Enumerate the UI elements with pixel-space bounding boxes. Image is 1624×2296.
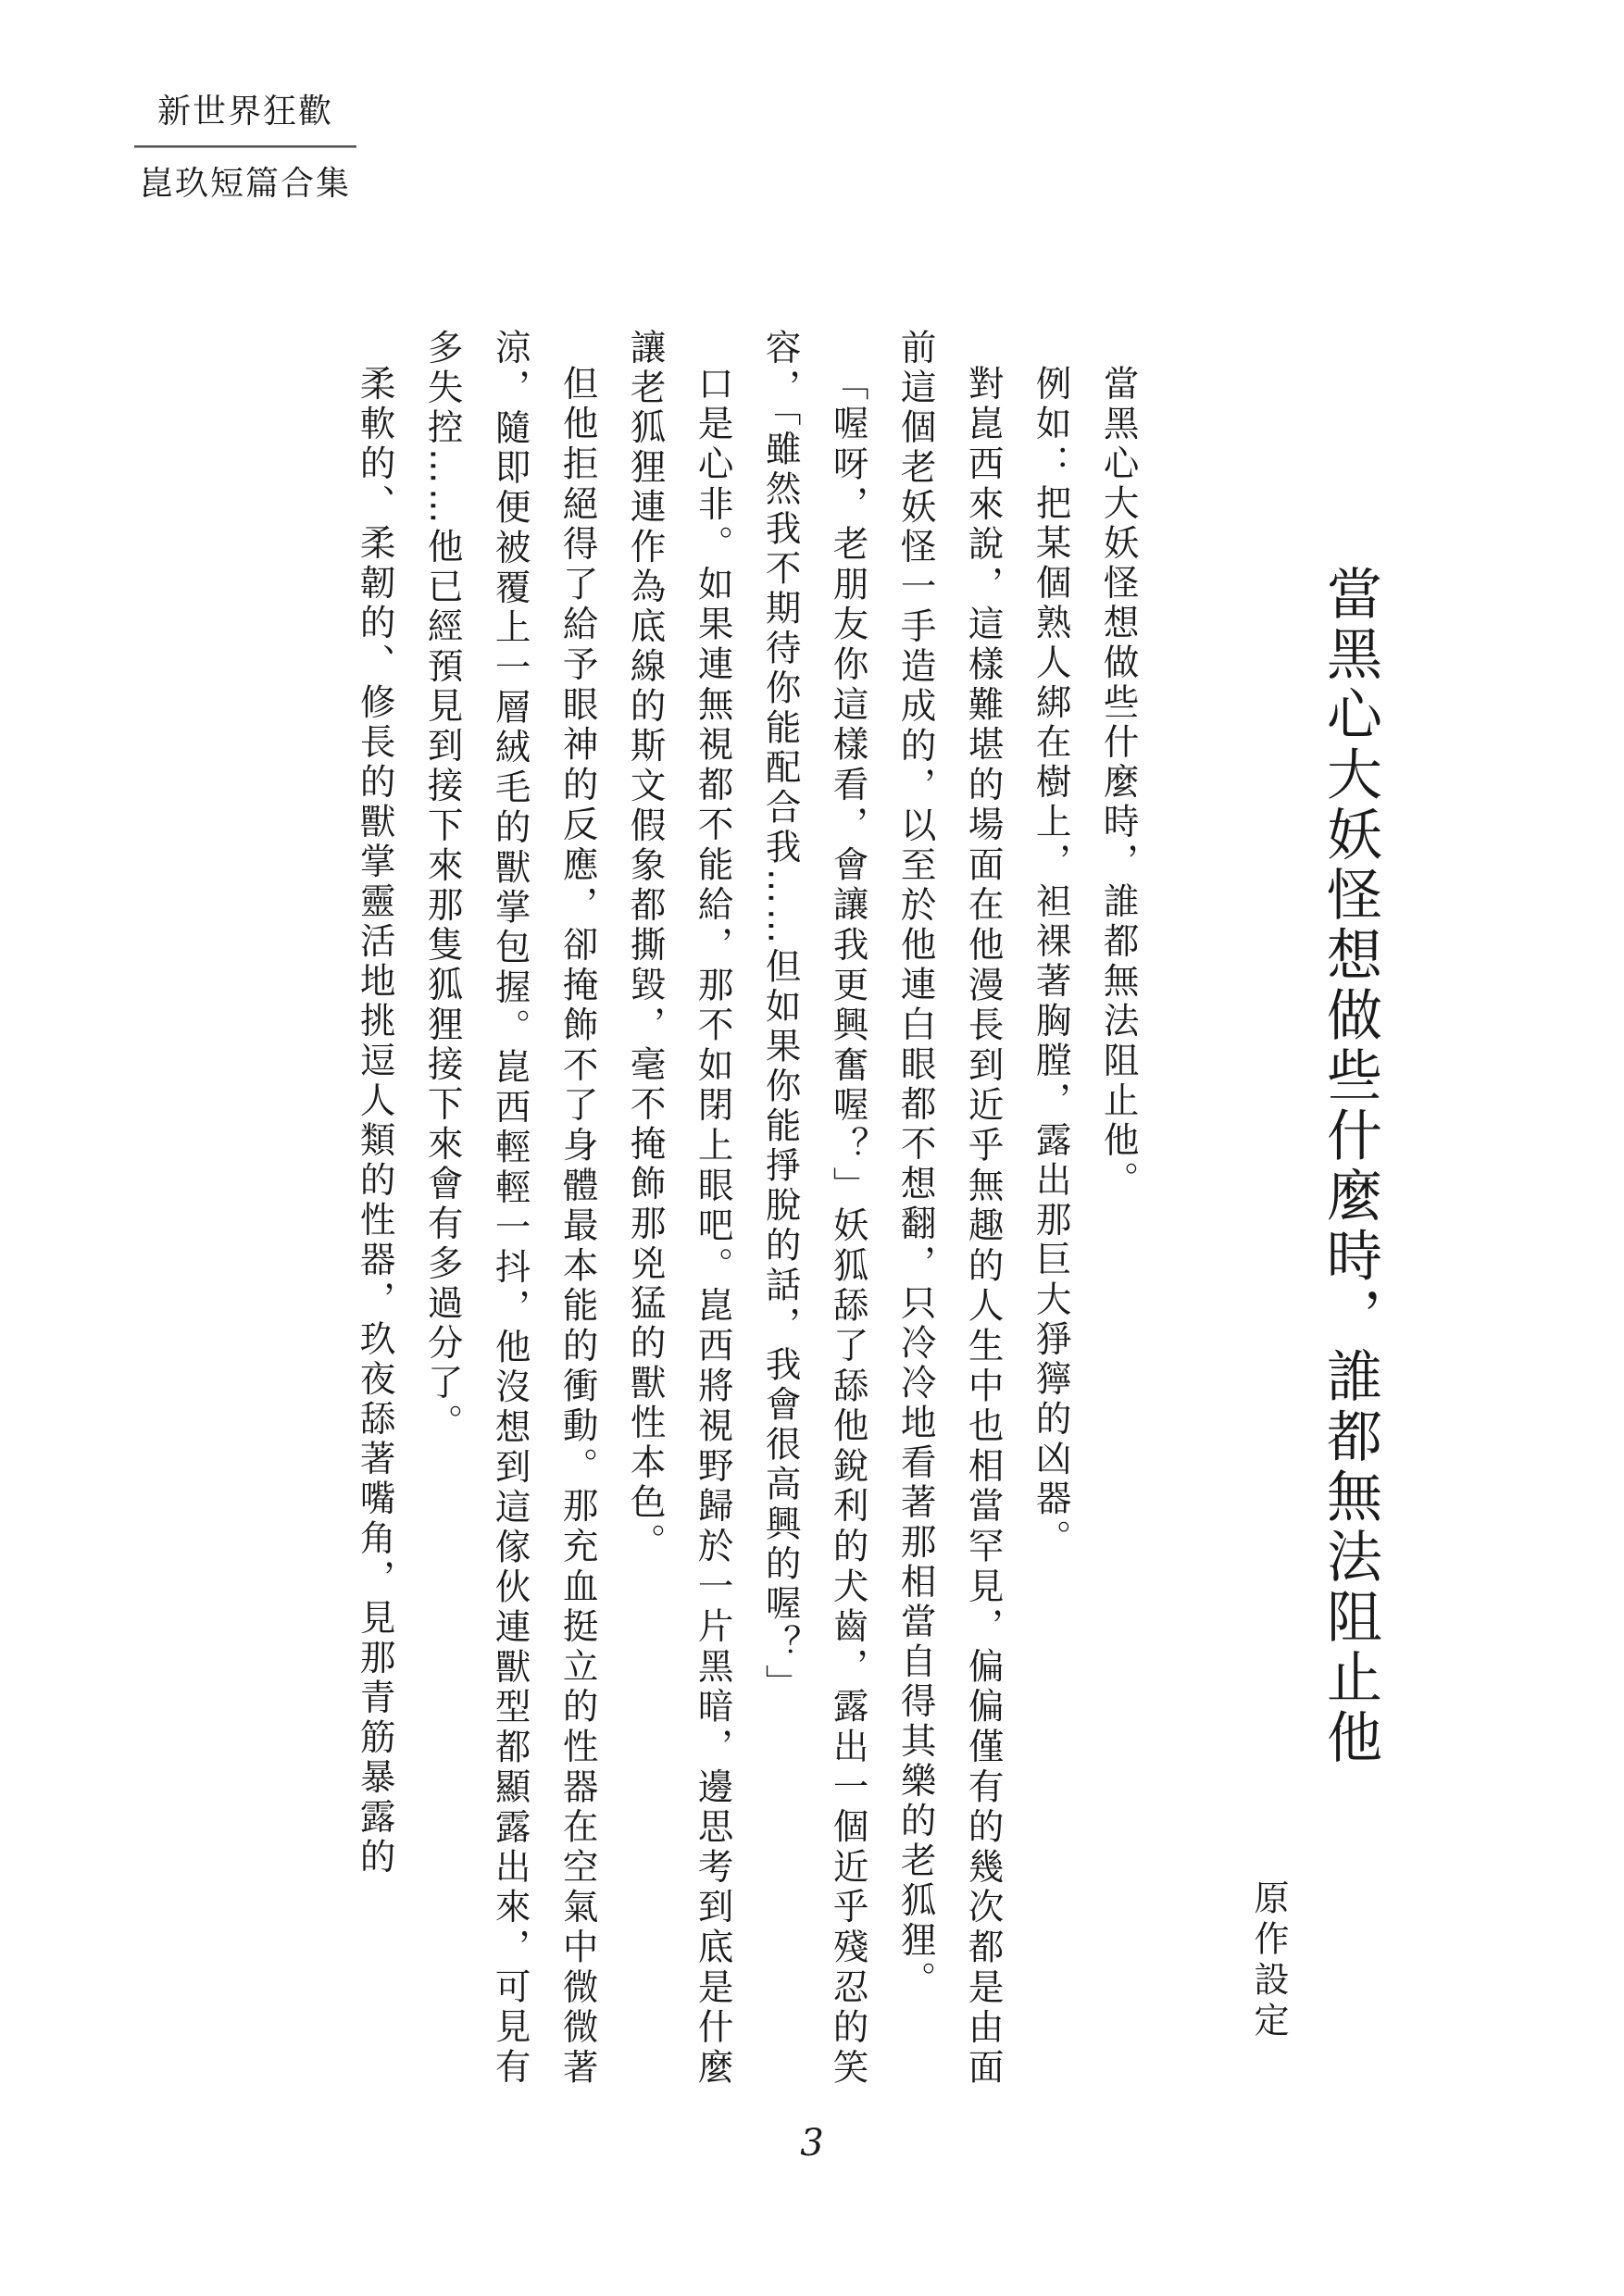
header-divider	[134, 145, 356, 148]
paragraph: 但他拒絕得了給予眼神的反應，卻掩飾不了身體最本能的衝動。那充血挺立的性器在空氣中微微著涼，隨即便被覆上一層絨毛的獸掌包握。崑西輕輕一抖，他沒想到這傢伙連獸型都顯露出來，可見有多失控……他已經預見到接下來那隻狐狸接下來會有多過分了。	[421, 329, 599, 2088]
chapter-title: 當黑心大妖怪想做些什麼時，誰都無法阻止他	[1318, 565, 1382, 1768]
page-number: 3	[800, 2122, 824, 2165]
paragraph: 「喔呀，老朋友你這樣看，會讓我更興奮喔？」妖狐舔了舔他銳利的犬齒，露出一個近乎殘忍的笑容，「雖然我不期待你能配合我……但如果你能掙脫的話，我會很高興的喔？」	[759, 329, 869, 2088]
vertical-text-body	[278, 329, 1389, 2088]
paragraph: 口是心非。如果連無視都不能給，那不如閉上眼吧。崑西將視野歸於一片黑暗，邊思考到底是什麼讓老狐狸連作為底線的斯文假象都撕毀，毫不掩飾那兇猛的獸性本色。	[624, 329, 734, 2088]
paragraph: 當黑心大妖怪想做些什麼時，誰都無法阻止他。	[1097, 364, 1140, 1201]
chapter-source-label: 原作設定	[1248, 1879, 1289, 2042]
running-header	[134, 91, 356, 205]
paragraph: 柔軟的、柔韌的、修長的獸掌靈活地挑逗人類的性器，玖夜舔著嘴角，見那青筋暴露的	[354, 364, 396, 1878]
series-title: 新世界狂歡	[156, 93, 333, 131]
paragraph: 對崑西來說，這樣難堪的場面在他漫長到近乎無趣的人生中也相當罕見，偏偏僅有的幾次都是由面前這個老妖怪一手造成的，以至於他連白眼都不想翻，只冷冷地看著那相當自得其樂的老狐狸。	[894, 329, 1005, 2088]
book-title: 崑玖短篇合集	[139, 165, 351, 203]
paragraph: 例如：把某個熟人綁在樹上，袒裸著胸膛，露出那巨大猙獰的凶器。	[1030, 364, 1072, 1559]
